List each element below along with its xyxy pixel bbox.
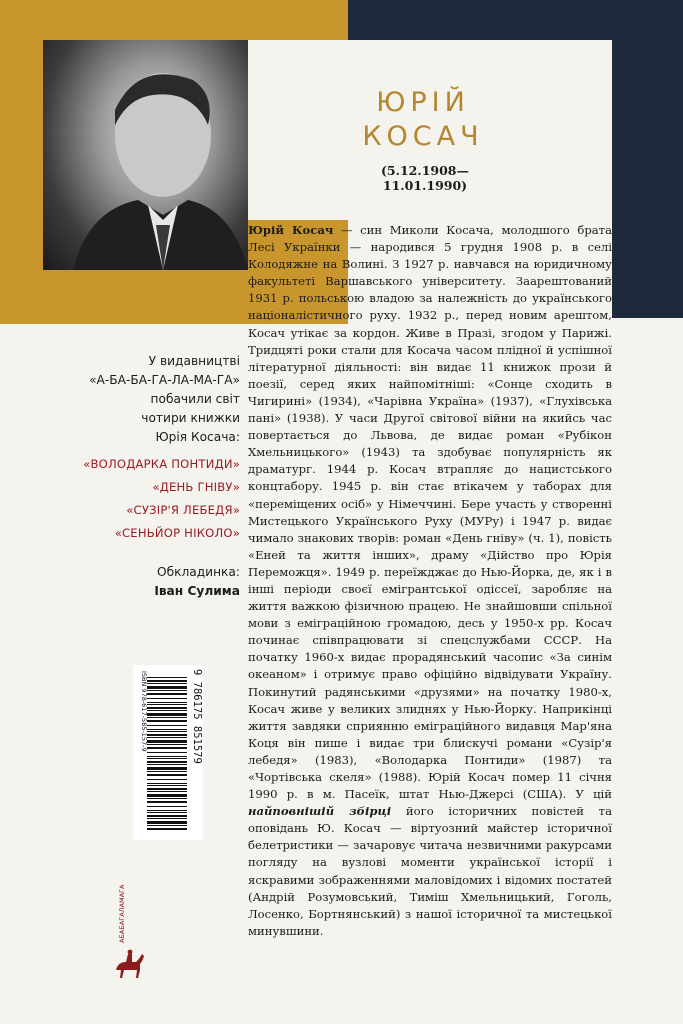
barcode-bar — [147, 771, 187, 772]
barcode-bar — [147, 764, 187, 765]
barcode-bar — [147, 774, 187, 776]
barcode-bar — [147, 731, 187, 732]
barcode-bar — [147, 810, 187, 811]
barcode-bar — [147, 761, 187, 763]
barcode-bar — [147, 710, 187, 711]
barcode-bar — [147, 783, 187, 784]
barcode-bar — [147, 737, 187, 738]
barcode-bar — [147, 704, 187, 705]
barcode-bar — [147, 707, 187, 709]
barcode-bar — [147, 677, 187, 678]
barcode-bar — [147, 717, 187, 718]
barcode-bar — [147, 788, 187, 790]
note-line-3: побачили світ — [150, 392, 240, 406]
book-titles-list — [40, 453, 240, 545]
book-title: «СУЗІР'Я ЛЕБЕДЯ» — [126, 503, 240, 517]
barcode-bar — [147, 734, 187, 736]
barcode-bar — [147, 690, 187, 691]
barcode-bar — [147, 747, 187, 749]
barcode-bar — [147, 713, 187, 716]
note-line-5: Юрія Косача: — [155, 430, 240, 444]
note-line-4: чотири книжки — [141, 411, 240, 425]
barcode-bar — [147, 758, 187, 759]
barcode-bar — [147, 825, 187, 826]
bio-emphasis: найповнішій збірці — [248, 804, 392, 819]
barcode-bar — [147, 806, 187, 807]
bio-part-1: — син Миколи Косача, молодшого брата Лесі Українки — народився 5 грудня 1908 р. в селі Колодяжне на Волині. З 1927 р. навчався на юридичному факультеті Варшавського університету. Заарештований 1931 р. польською владою за належність до українського націоналістичного руху. 1932 р., перед новим арештом, Косач утікає за кордон. Живе в Празі, згодом у Парижі. Тридцяті роки стали для Косача часом плідної й успішної літературної діяльності: він видає 11 книжок прози й поезії, серед яких найпомітніші: «Сонце сходить в Чигирині» (1934), «Чарівна Україна» (1937), «Глухівська пані» (1938). У часи Другої світової війни на якийсь час повертається до Львова, де видає роман «Рубікон Хмельницького» (1943) та здобуває популярність як драматург. 1944 р. Косач втрапляє до нацистського концтабору. 1945 р. він стає втікачем у таборах для «переміщених осіб» у Німеччині. Бере участь у створенні Мистецького Українського Руху (МУРу) і 1947 р. видає чимало знакових творів: роман «День гніву» (ч. 1), повість «Еней та життя інших», драму «Дійство про Юрія Переможця». 1949 р. переїжджає до Нью-Йорка, де, як і в інші періоди своєї емігрантської одіссеї, заробляє на життя важкою фізичною працею. Не знайшовши спільної мови з еміграційною громадою, десь у 1950-х рр. Косач починає співпрацювати зі спецслужбами СССР. На початку 1960-х видає прорадянський часопис «За синім океаном» і отримує право офіційно відвідувати Україну. Покинутий радянськими «друзями» на початку 1980-х, Косач живе у великих злиднях у Нью-Йорку. Наприкінці життя завдяки сприянню еміграційного видавця Мар'яна Коця він пише і видає три блискучі романи «Сузір'я лебедя» (1983), «Володарка Понтиди» (1987) та «Чортівська скеля» (1988). Юрій Косач помер 11 січня 1990 р. в м. Пасеїк, штат Нью-Джерсі (США). У цій — [248, 223, 613, 802]
barcode-bar — [147, 828, 187, 830]
barcode-bar — [147, 729, 187, 730]
barcode-bar — [147, 720, 187, 722]
barcode-bar — [147, 756, 187, 757]
isbn-barcode — [133, 665, 203, 840]
barcode-bar — [147, 791, 187, 792]
barcode-bar — [147, 702, 187, 703]
barcode-bar — [147, 815, 187, 817]
publisher-note — [40, 352, 240, 601]
cover-label: Обкладинка: — [157, 565, 240, 579]
isbn-text: ISBN 978-617-585-157-9 — [140, 671, 148, 752]
logo-lettering: АБАБАГАЛАМАГА — [118, 884, 126, 943]
barcode-bar — [147, 767, 187, 770]
barcode-bar — [147, 798, 187, 799]
author-first-name: ЮРІЙ — [376, 87, 470, 118]
book-title: «ВОЛОДАРКА ПОНТИДИ» — [83, 457, 240, 471]
author-name — [348, 86, 498, 154]
barcode-bar — [147, 693, 187, 695]
note-line-1: У видавництві — [148, 354, 240, 368]
barcode-digits: 9 786175 851579 — [191, 669, 203, 764]
book-title: «СЕНЬЙОР НІКОЛО» — [114, 526, 240, 540]
publisher-donkey-logo — [110, 948, 150, 982]
author-portrait — [43, 40, 248, 270]
illustrator-name: Іван Сулима — [154, 584, 240, 598]
barcode-bar — [147, 821, 187, 824]
barcode-bar — [147, 680, 187, 682]
barcode-bar — [147, 752, 187, 753]
barcode-bar — [147, 779, 187, 780]
barcode-bar — [147, 744, 187, 745]
bio-lead-name: Юрій Косач — [248, 223, 334, 237]
barcode-bar — [147, 818, 187, 819]
note-line-2: «А-БА-БА-ГА-ЛА-МА-ГА» — [89, 373, 240, 387]
barcode-bar — [147, 686, 187, 689]
author-dates: (5.12.1908—11.01.1990) — [380, 163, 469, 193]
bio-part-2: його історичних повістей та оповідань Ю. Косач — віртуозний майстер історичної белетристики — зачаровує читача незвичними ракурсами погляду на вузлові моменти української історії і яскравими зображеннями маловідомих і відомих постатей (Андрій Розумовський, Тиміш Хмельницький, Гоголь, Лосенко, Бортнянський) з нашої історичної та мистецької минувшини. — [248, 804, 612, 938]
barcode-bar — [147, 794, 187, 797]
biography-text — [248, 222, 612, 940]
barcode-bar — [147, 683, 187, 684]
barcode-bar — [147, 801, 187, 803]
barcode-bar — [147, 812, 187, 813]
publisher-logo-text — [120, 875, 134, 945]
barcode-bar — [147, 785, 187, 786]
barcode-bar — [147, 698, 187, 699]
barcode-bar — [147, 740, 187, 743]
book-title: «ДЕНЬ ГНІВУ» — [152, 480, 240, 494]
barcode-bar — [147, 725, 187, 726]
navy-side-panel — [612, 0, 683, 318]
author-last-name: КОСАЧ — [362, 121, 484, 152]
